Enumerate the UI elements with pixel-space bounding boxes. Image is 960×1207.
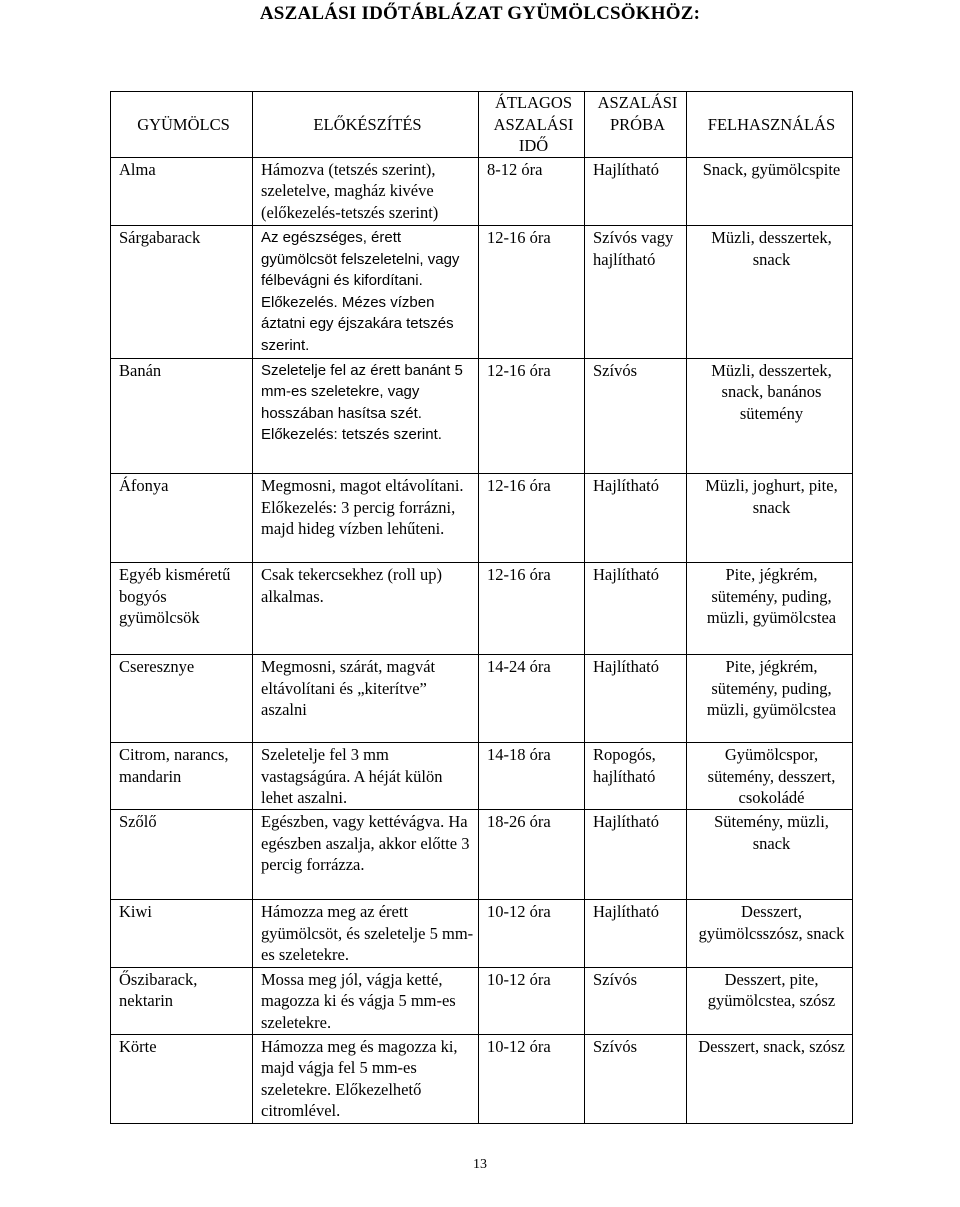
preparation-cell: Szeletelje fel az érett banánt 5 mm-es szeletekre, vagy hosszában hasítsa szét. Előkezelés: tetszés szerint. bbox=[253, 358, 479, 473]
drying-test-cell: Ropogós, hajlítható bbox=[585, 743, 687, 810]
preparation-cell: Megmosni, szárát, magvát eltávolítani és „kiterítve” aszalni bbox=[253, 655, 479, 743]
drying-test-cell: Hajlítható bbox=[585, 810, 687, 900]
table-row bbox=[111, 900, 853, 967]
fruit-cell: Szőlő bbox=[111, 810, 253, 900]
table-row bbox=[111, 563, 853, 655]
drying-test-cell: Szívós bbox=[585, 967, 687, 1034]
drying-time-cell: 10-12 óra bbox=[479, 1034, 585, 1123]
drying-time-cell: 12-16 óra bbox=[479, 563, 585, 655]
usage-cell: Müzli, desszertek, snack, banános sütemény bbox=[687, 358, 853, 473]
header-drying-test: ASZALÁSI PRÓBA bbox=[585, 92, 687, 158]
fruit-cell: Körte bbox=[111, 1034, 253, 1123]
table-row bbox=[111, 226, 853, 359]
table-row bbox=[111, 157, 853, 226]
drying-time-cell: 8-12 óra bbox=[479, 157, 585, 226]
table-row bbox=[111, 1034, 853, 1123]
table-row bbox=[111, 810, 853, 900]
table-row bbox=[111, 967, 853, 1034]
fruit-cell: Banán bbox=[111, 358, 253, 473]
fruit-cell: Sárgabarack bbox=[111, 226, 253, 359]
drying-test-cell: Szívós bbox=[585, 1034, 687, 1123]
drying-time-cell: 12-16 óra bbox=[479, 358, 585, 473]
drying-test-cell: Hajlítható bbox=[585, 563, 687, 655]
drying-time-cell: 18-26 óra bbox=[479, 810, 585, 900]
usage-cell: Sütemény, müzli, snack bbox=[687, 810, 853, 900]
drying-test-cell: Szívós bbox=[585, 358, 687, 473]
page-title: ASZALÁSI IDŐTÁBLÁZAT GYÜMÖLCSÖKHÖZ: bbox=[259, 3, 701, 24]
usage-cell: Desszert, pite, gyümölcstea, szósz bbox=[687, 967, 853, 1034]
header-avg-drying-time: ÁTLAGOS ASZALÁSI IDŐ bbox=[479, 92, 585, 158]
drying-time-cell: 12-16 óra bbox=[479, 474, 585, 563]
fruit-cell: Egyéb kisméretű bogyós gyümölcsök bbox=[111, 563, 253, 655]
drying-time-cell: 14-18 óra bbox=[479, 743, 585, 810]
usage-cell: Pite, jégkrém, sütemény, puding, müzli, gyümölcstea bbox=[687, 563, 853, 655]
header-usage: FELHASZNÁLÁS bbox=[687, 92, 853, 158]
drying-time-cell: 12-16 óra bbox=[479, 226, 585, 359]
preparation-cell: Hámozza meg és magozza ki, majd vágja fel 5 mm-es szeletekre. Előkezelhető citromlével. bbox=[253, 1034, 479, 1123]
fruit-cell: Kiwi bbox=[111, 900, 253, 967]
drying-time-cell: 10-12 óra bbox=[479, 900, 585, 967]
fruit-cell: Áfonya bbox=[111, 474, 253, 563]
usage-cell: Desszert, snack, szósz bbox=[687, 1034, 853, 1123]
drying-test-cell: Hajlítható bbox=[585, 474, 687, 563]
usage-cell: Müzli, joghurt, pite, snack bbox=[687, 474, 853, 563]
fruit-cell: Őszibarack, nektarin bbox=[111, 967, 253, 1034]
page-number: 13 bbox=[473, 1157, 487, 1172]
preparation-cell: Az egészséges, érett gyümölcsöt felszeletelni, vagy félbevágni és kifordítani. Előkezelés. Mézes vízben áztatni egy éjszakára tetszés szerint. bbox=[253, 226, 479, 359]
preparation-cell: Megmosni, magot eltávolítani. Előkezelés: 3 percig forrázni, majd hideg vízben lehűteni. bbox=[253, 474, 479, 563]
drying-time-cell: 10-12 óra bbox=[479, 967, 585, 1034]
preparation-cell: Hámozza meg az érett gyümölcsöt, és szeletelje 5 mm-es szeletekre. bbox=[253, 900, 479, 967]
table-header-row bbox=[111, 92, 853, 158]
preparation-cell: Csak tekercsekhez (roll up) alkalmas. bbox=[253, 563, 479, 655]
usage-cell: Desszert, gyümölcsszósz, snack bbox=[687, 900, 853, 967]
drying-time-cell: 14-24 óra bbox=[479, 655, 585, 743]
fruit-cell: Citrom, narancs, mandarin bbox=[111, 743, 253, 810]
preparation-cell: Egészben, vagy kettévágva. Ha egészben aszalja, akkor előtte 3 percig forrázza. bbox=[253, 810, 479, 900]
preparation-cell: Mossa meg jól, vágja ketté, magozza ki és vágja 5 mm-es szeletekre. bbox=[253, 967, 479, 1034]
header-fruit: GYÜMÖLCS bbox=[111, 92, 253, 158]
table-row bbox=[111, 743, 853, 810]
table-row bbox=[111, 358, 853, 473]
fruit-cell: Cseresznye bbox=[111, 655, 253, 743]
usage-cell: Pite, jégkrém, sütemény, puding, müzli, gyümölcstea bbox=[687, 655, 853, 743]
header-preparation: ELŐKÉSZÍTÉS bbox=[253, 92, 479, 158]
table-row bbox=[111, 655, 853, 743]
drying-time-table bbox=[110, 91, 853, 1124]
drying-test-cell: Szívós vagy hajlítható bbox=[585, 226, 687, 359]
usage-cell: Gyümölcspor, sütemény, desszert, csokoládé bbox=[687, 743, 853, 810]
drying-test-cell: Hajlítható bbox=[585, 900, 687, 967]
preparation-cell: Hámozva (tetszés szerint), szeletelve, magház kivéve (előkezelés-tetszés szerint) bbox=[253, 157, 479, 226]
drying-test-cell: Hajlítható bbox=[585, 157, 687, 226]
preparation-cell: Szeletelje fel 3 mm vastagságúra. A héját külön lehet aszalni. bbox=[253, 743, 479, 810]
drying-test-cell: Hajlítható bbox=[585, 655, 687, 743]
usage-cell: Müzli, desszertek, snack bbox=[687, 226, 853, 359]
fruit-cell: Alma bbox=[111, 157, 253, 226]
usage-cell: Snack, gyümölcspite bbox=[687, 157, 853, 226]
table-row bbox=[111, 474, 853, 563]
